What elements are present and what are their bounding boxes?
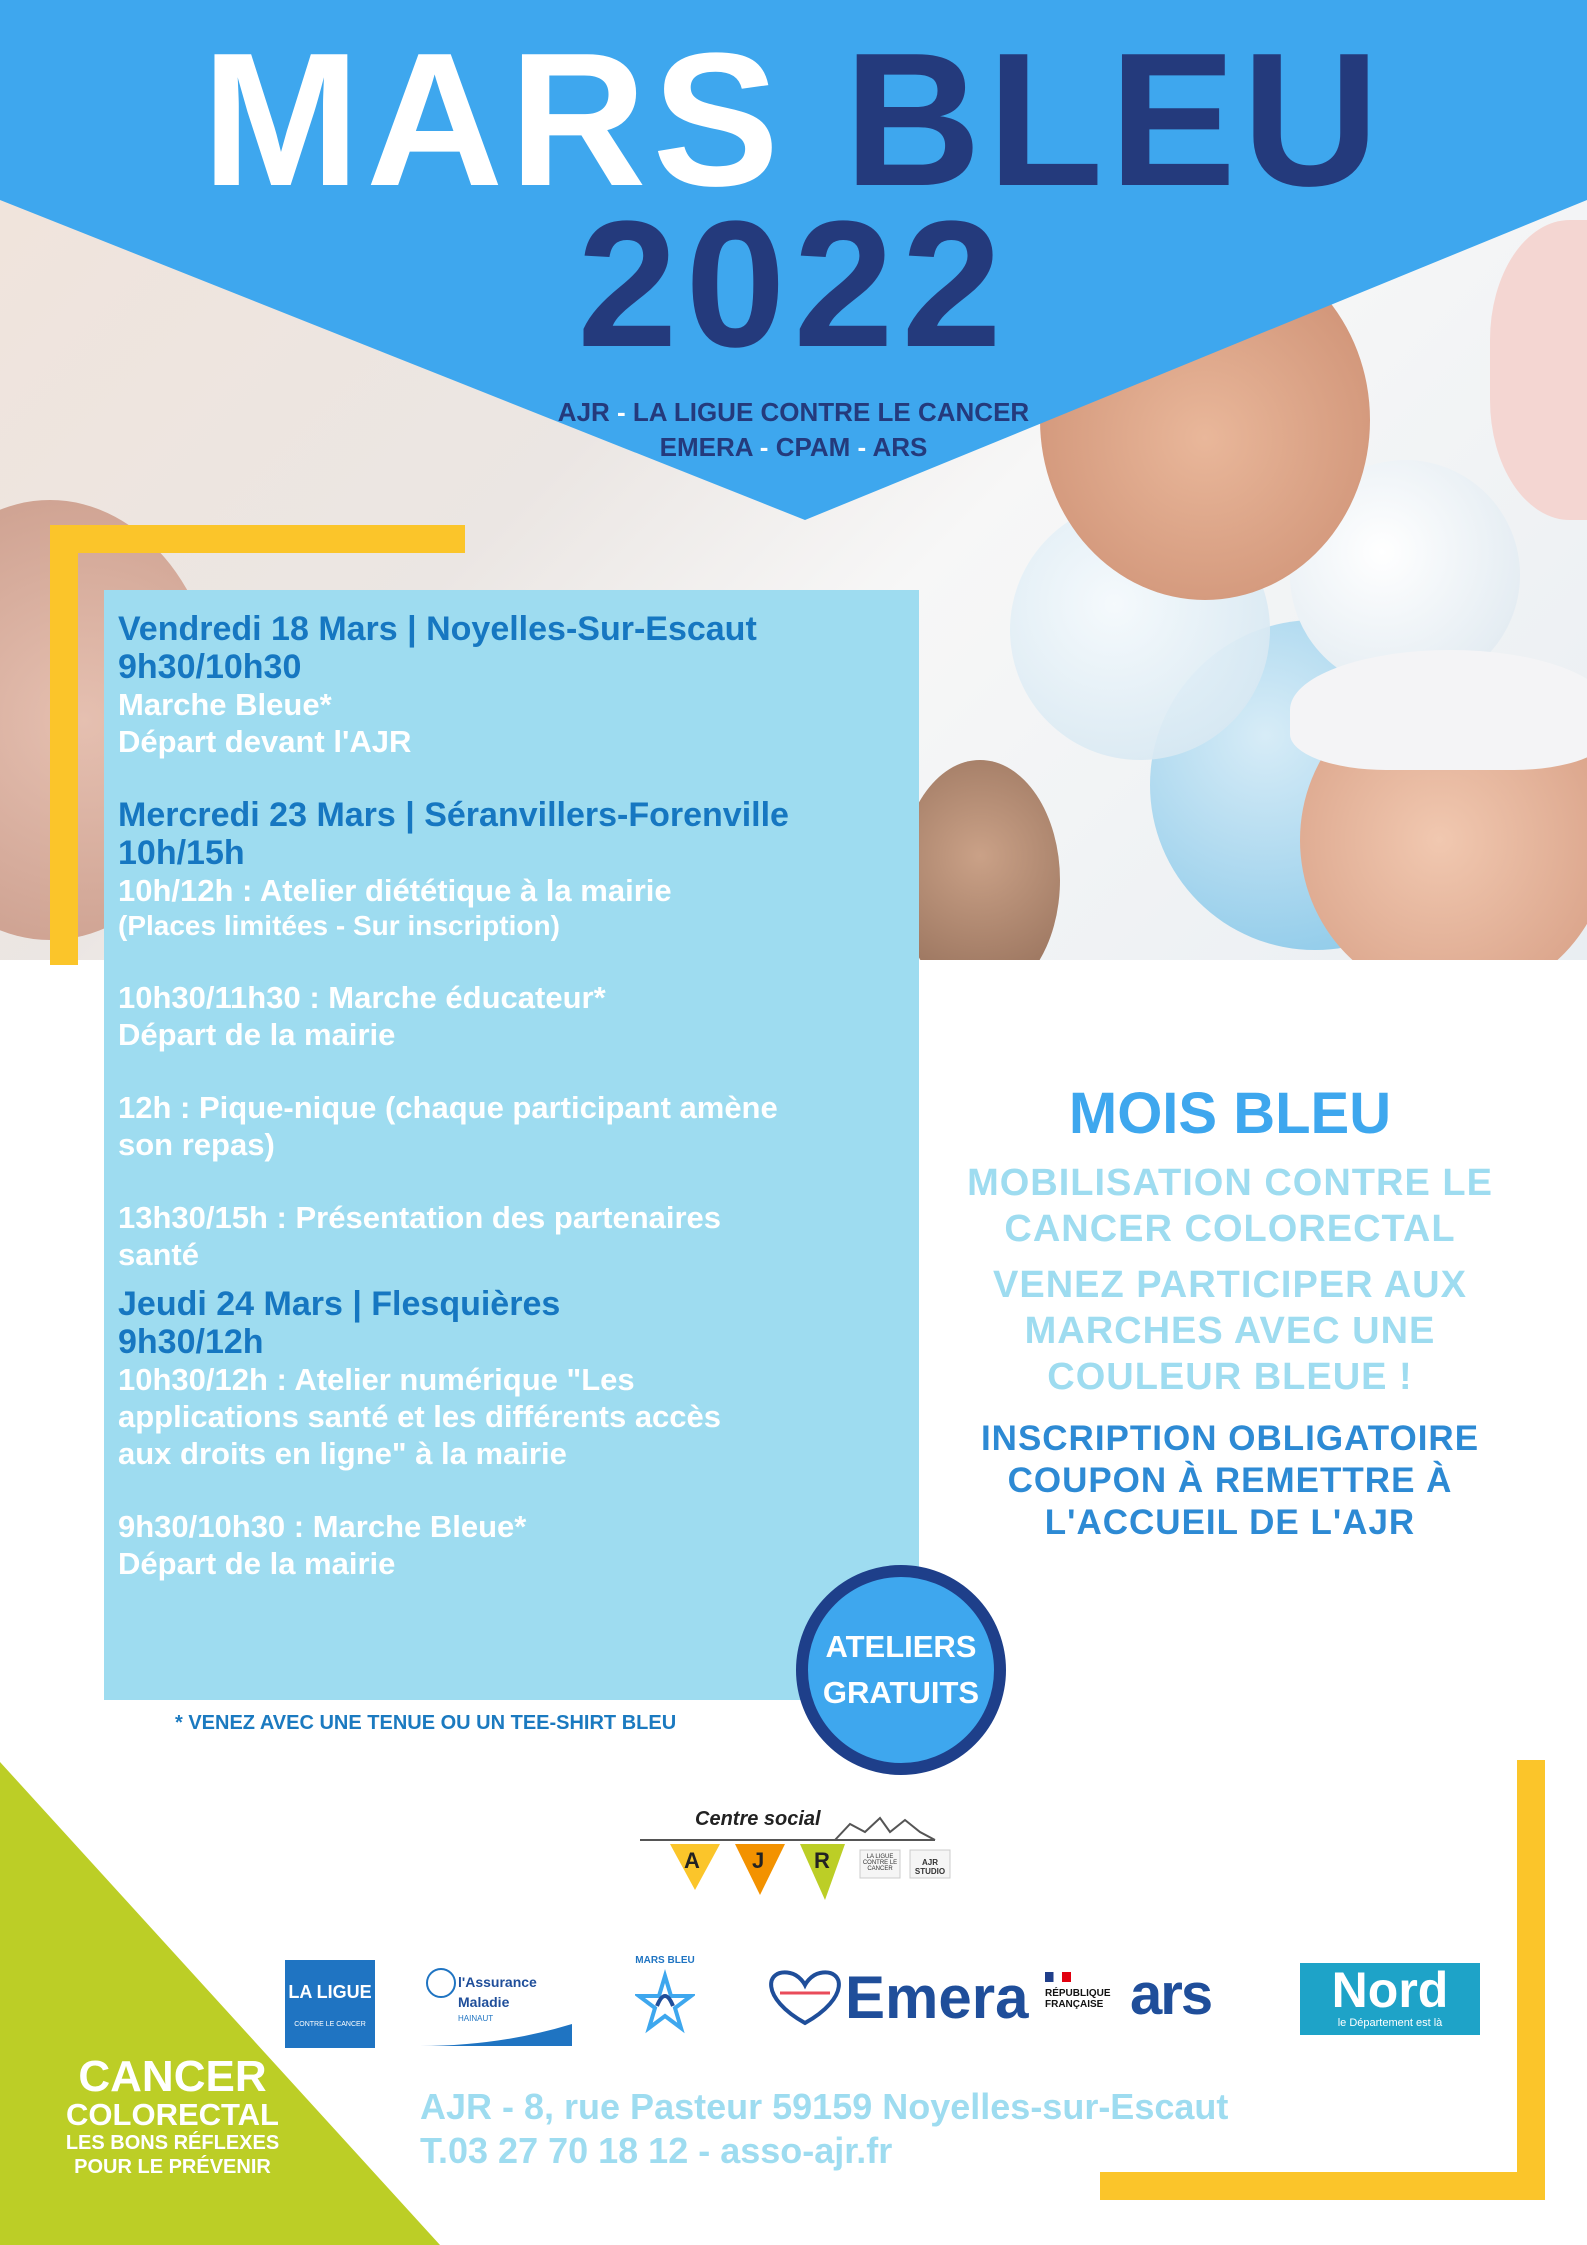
day-time: 9h30/10h30 — [118, 648, 302, 686]
event-line: santé — [118, 1237, 199, 1272]
inscription-text: INSCRIPTION OBLIGATOIRE COUPON À REMETTRE À L'ACCUEIL DE L'AJR — [980, 1419, 1480, 1542]
centre-social-ajr-logo — [635, 1810, 995, 1920]
assurance-icon — [426, 1968, 456, 1998]
event-line: son repas) — [118, 1127, 275, 1162]
cancer-colorectal-label: CANCER COLORECTAL LES BONS RÉFLEXES POUR LE PRÉVENIR — [65, 2052, 280, 2178]
event-line: Départ de la mairie — [118, 1017, 396, 1052]
day-heading: Jeudi 24 Mars | Flesquières — [118, 1285, 561, 1323]
logo-small-text: AJR STUDIO — [914, 1858, 946, 1876]
mars-bleu-logo: MARS BLEU — [620, 1955, 710, 2045]
partners-line-2: EMERA - CPAM - ARS — [659, 432, 928, 462]
day-heading: Vendredi 18 Mars | Noyelles-Sur-Escaut — [118, 610, 757, 648]
mobilisation-text: MOBILISATION CONTRE LE CANCER COLORECTAL — [967, 1162, 1493, 1250]
republique-francaise-logo: RÉPUBLIQUE FRANÇAISE — [1045, 1972, 1125, 2042]
contact-line: T.03 27 70 18 12 - asso-ajr.fr — [420, 2130, 893, 2171]
logo-letter: R — [814, 1848, 830, 1873]
event-line: 9h30/10h30 : Marche Bleue* — [118, 1509, 527, 1544]
event-line: Départ de la mairie — [118, 1546, 396, 1581]
event-line: Départ devant l'AJR — [118, 724, 412, 759]
badge-line: GRATUITS — [822, 1675, 980, 1710]
ars-logo: ars — [1130, 1962, 1212, 2027]
event-note: (Places limitées - Sur inscription) — [118, 910, 560, 941]
event-line: Marche Bleue* — [118, 687, 332, 722]
event-line: 13h30/15h : Présentation des partenaires — [118, 1200, 722, 1235]
day-time: 9h30/12h — [118, 1323, 264, 1361]
partners-line-1: AJR - LA LIGUE CONTRE LE CANCER — [557, 397, 1030, 427]
logo-letter: A — [684, 1848, 700, 1873]
event-line: aux droits en ligne" à la mairie — [118, 1436, 567, 1471]
emera-heart-icon — [750, 1963, 860, 2033]
emera-logo: Emera — [750, 1955, 1010, 2045]
address-block — [420, 2085, 1228, 2173]
la-ligue-logo: LA LIGUE CONTRE LE CANCER — [285, 1960, 375, 2048]
address-line: AJR - 8, rue Pasteur 59159 Noyelles-sur-Escaut — [420, 2086, 1229, 2127]
logo-small-text: LA LIGUE CONTRE LE CANCER — [862, 1854, 898, 1872]
free-workshops-badge — [796, 1565, 1006, 1775]
title-word-bleu: BLEU — [844, 14, 1386, 226]
wave-icon — [420, 2022, 575, 2048]
event-line: 10h30/11h30 : Marche éducateur* — [118, 980, 606, 1015]
event-line: 12h : Pique-nique (chaque participant amène — [118, 1090, 778, 1125]
day-time: 10h/15h — [118, 834, 245, 872]
title-word-mars: MARS — [201, 14, 786, 226]
day-heading: Mercredi 23 Mars | Séranvillers-Forenville — [118, 796, 789, 834]
schedule-box — [104, 590, 919, 1700]
title-year: 2022 — [577, 184, 1010, 385]
nord-logo: Nord le Département est là — [1300, 1963, 1480, 2035]
mois-bleu-title: MOIS BLEU — [1068, 1081, 1392, 1146]
invite-text: VENEZ PARTICIPER AUX MARCHES AVEC UNE COULEUR BLEUE ! — [993, 1264, 1467, 1398]
centre-social-title: Centre social — [695, 1808, 821, 1830]
flag-icon — [1045, 1972, 1071, 1982]
event-line: 10h30/12h : Atelier numérique "Les — [118, 1362, 635, 1397]
badge-line: ATELIERS — [825, 1629, 977, 1664]
logo-letter: J — [752, 1848, 765, 1873]
event-line: applications santé et les différents accès — [118, 1399, 722, 1434]
assurance-maladie-logo: l'Assurance Maladie HAINAUT — [420, 1960, 575, 2048]
event-line: 10h/12h : Atelier diététique à la mairie — [118, 873, 672, 908]
star-ribbon-icon — [635, 1966, 695, 2036]
footnote: * VENEZ AVEC UNE TENUE OU UN TEE-SHIRT BLEU — [175, 1712, 677, 1734]
